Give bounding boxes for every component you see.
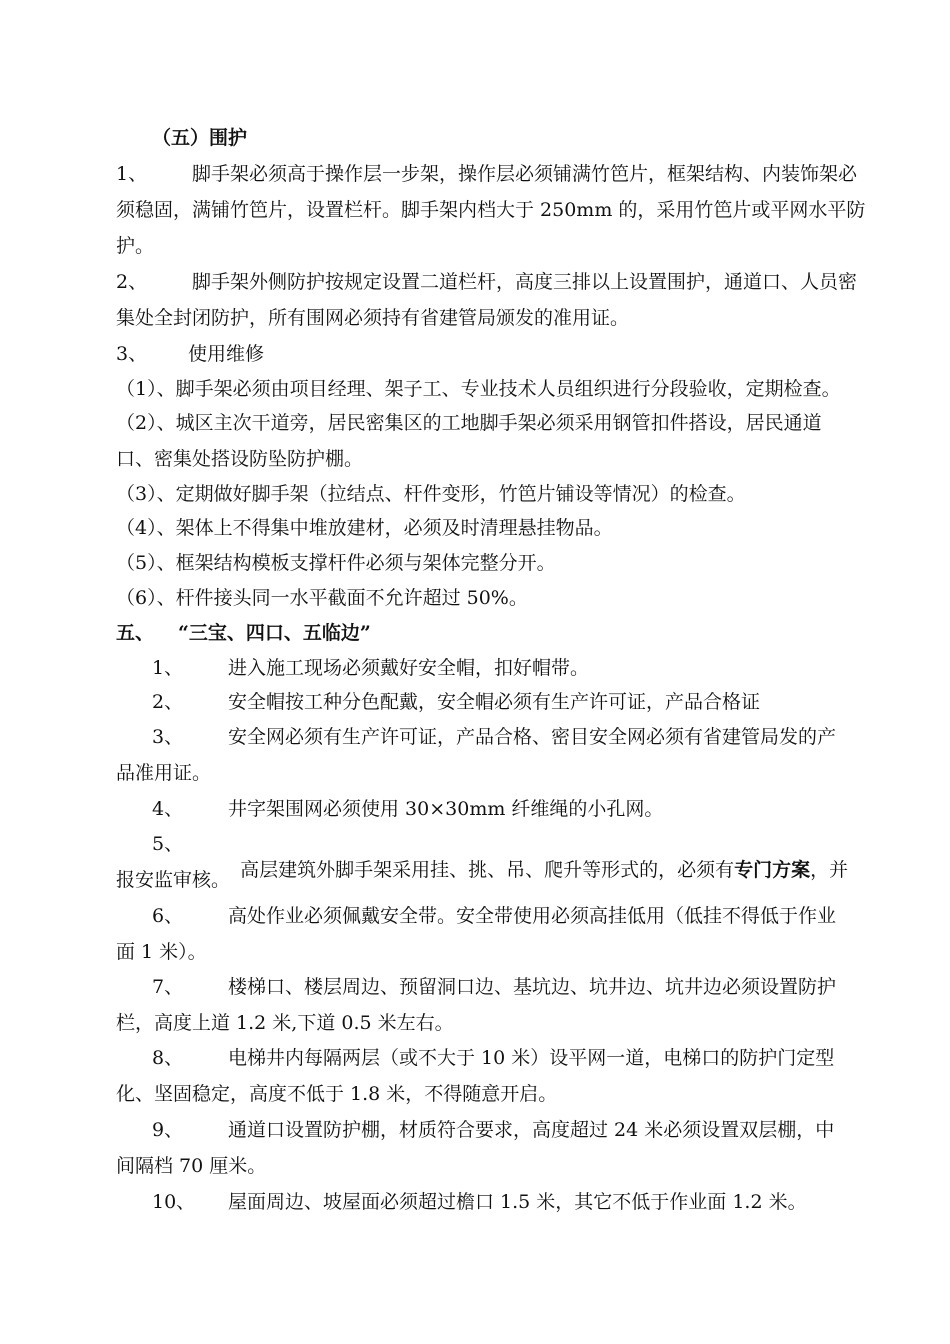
paragraph-line <box>228 831 849 881</box>
sub-item: （1）、脚手架必须由项目经理、架子工、专业技术人员组织进行分段验收，定期检查。 <box>116 378 841 400</box>
item-number: 3、 <box>152 726 184 748</box>
item-number: 6、 <box>152 905 184 927</box>
paragraph-line: 楼梯口、楼层周边、预留洞口边、基坑边、坑井边、坑井边必须设置防护 <box>228 976 837 998</box>
paragraph-line: 化、坚固稳定，高度不低于 1.8 米，不得随意开启。 <box>116 1083 558 1105</box>
item-number: 2、 <box>116 271 148 293</box>
emphasis-text: 专门方案 <box>734 859 811 881</box>
item-number: 5、 <box>152 833 184 855</box>
paragraph-line: 使用维修 <box>188 343 265 365</box>
part-number: 五、 <box>116 622 155 644</box>
sub-item: （2）、城区主次干道旁，居民密集区的工地脚手架必须采用钢管扣件搭设，居民通道 <box>116 412 822 434</box>
text-run: 高层建筑外脚手架采用挂、挑、吊、爬升等形式的，必须有 <box>240 859 735 881</box>
paragraph-line: 安全帽按工种分色配戴，安全帽必须有生产许可证，产品合格证 <box>228 691 761 713</box>
item-number: 1、 <box>116 163 148 185</box>
paragraph-line: 进入施工现场必须戴好安全帽，扣好帽带。 <box>228 657 590 679</box>
item-number: 10、 <box>152 1191 196 1213</box>
item-number: 2、 <box>152 691 184 713</box>
paragraph-line: 栏，高度上道 1.2 米,下道 0.5 米左右。 <box>116 1012 454 1034</box>
paragraph-line: 集处全封闭防护，所有围网必须持有省建管局颁发的准用证。 <box>116 307 630 329</box>
sub-item: （4）、架体上不得集中堆放建材，必须及时清理悬挂物品。 <box>116 517 613 539</box>
sub-item: （6）、杆件接头同一水平截面不允许超过 50%。 <box>116 587 528 609</box>
paragraph-line: 屋面周边、坡屋面必须超过檐口 1.5 米，其它不低于作业面 1.2 米。 <box>228 1191 807 1213</box>
paragraph-line: 高处作业必须佩戴安全带。安全带使用必须高挂低用（低挂不得低于作业 <box>228 905 837 927</box>
paragraph-line: 报安监审核。 <box>116 869 231 891</box>
paragraph-line: 脚手架必须高于操作层一步架，操作层必须铺满竹笆片，框架结构、内装饰架必 <box>192 163 858 185</box>
sub-item: （5）、框架结构模板支撑杆件必须与架体完整分开。 <box>116 552 556 574</box>
paragraph-line: 脚手架外侧防护按规定设置二道栏杆，高度三排以上设置围护，通道口、人员密 <box>192 271 858 293</box>
item-number: 4、 <box>152 798 184 820</box>
paragraph-line: 通道口设置防护棚，材质符合要求，高度超过 24 米必须设置双层棚，中 <box>228 1119 835 1141</box>
paragraph-line: 安全网必须有生产许可证，产品合格、密目安全网必须有省建管局发的产 <box>228 726 837 748</box>
item-number: 8、 <box>152 1047 184 1069</box>
paragraph-line: 间隔档 70 厘米。 <box>116 1155 267 1177</box>
item-number: 1、 <box>152 657 184 679</box>
item-number: 9、 <box>152 1119 184 1141</box>
part-title: “三宝、四口、五临边” <box>178 622 371 644</box>
sub-item: 口、密集处搭设防坠防护棚。 <box>116 448 364 470</box>
paragraph-line: 品准用证。 <box>116 762 212 784</box>
paragraph-line: 井字架围网必须使用 30×30mm 纤维绳的小孔网。 <box>228 798 664 820</box>
item-number: 7、 <box>152 976 184 998</box>
section-heading: （五）围护 <box>152 127 248 149</box>
paragraph-line: 电梯井内每隔两层（或不大于 10 米）设平网一道，电梯口的防护门定型 <box>228 1047 835 1069</box>
item-number: 3、 <box>116 343 148 365</box>
paragraph-line: 须稳固，满铺竹笆片，设置栏杆。脚手架内档大于 250mm 的，采用竹笆片或平网水平防 <box>116 199 866 221</box>
text-run: ，并 <box>810 859 849 881</box>
sub-item: （3）、定期做好脚手架（拉结点、杆件变形，竹笆片铺设等情况）的检查。 <box>116 483 746 505</box>
paragraph-line: 护。 <box>116 235 155 257</box>
paragraph-line: 面 1 米）。 <box>116 941 207 963</box>
